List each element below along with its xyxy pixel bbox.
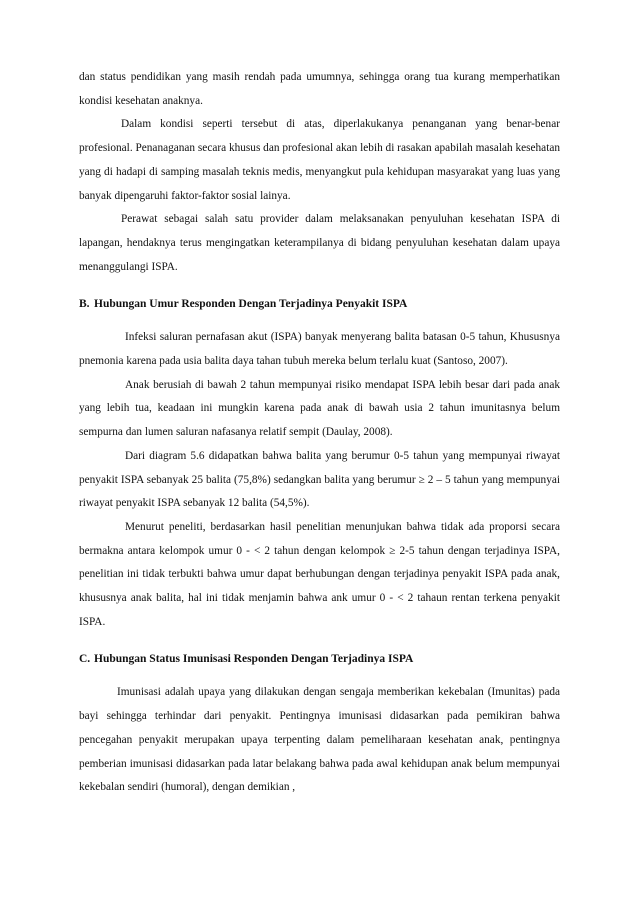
paragraph: Dari diagram 5.6 didapatkan bahwa balita yang berumur 0-5 tahun yang mempunyai riwayat penyakit ISPA sebanyak 25 balita (75,8%) sedangkan balita yang berumur ≥ 2 – 5 tahun yang mempunyai riwayat penyakit ISPA sebanyak 12 balita (54,5%). [79, 449, 560, 510]
section-heading-b [79, 293, 560, 316]
paragraph: Perawat sebagai salah satu provider dalam melaksanakan penyuluhan kesehatan ISPA di lapangan, hendaknya terus mengingatkan keterampilanya di bidang penyuluhan kesehatan dalam upaya menanggulangi ISPA. [79, 213, 560, 273]
section-title: Hubungan Umur Responden Dengan Terjadinya Penyakit ISPA [94, 298, 408, 311]
paragraph: Imunisasi adalah upaya yang dilakukan dengan sengaja memberikan kekebalan (Imunitas) pada bayi sehingga terhindar dari penyakit. Pentingnya imunisasi didasarkan pada pemikiran bahwa pencegahan penyakit merupakan upaya terpenting dalam pemeliharaan kesehatan anak, pentingnya pemberian imunisasi didasarkan pada latar belakang bahwa pada awal kehidupan anak belum mempunyai kekebalan sendiri (humoral), dengan demikian , [79, 686, 560, 794]
paragraph: Anak berusiah di bawah 2 tahun mempunyai risiko mendapat ISPA lebih besar dari pada anak yang lebih tua, keadaan ini mungkin karena pada anak di bawah usia 2 tahun imunitasnya belum sempurna dan lumen saluran nafasanya relatif sempit (Daulay, 2008). [79, 378, 560, 439]
section-number: B. [79, 298, 90, 311]
section-number: C. [79, 653, 91, 666]
section-heading-c [79, 648, 560, 671]
section-title: Hubungan Status Imunisasi Responden Dengan Terjadinya ISPA [94, 653, 414, 666]
paragraph: dan status pendidikan yang masih rendah pada umumnya, sehingga orang tua kurang memperhatikan kondisi kesehatan anaknya. [79, 71, 560, 107]
paragraph: Dalam kondisi seperti tersebut di atas, diperlakukanya penanganan yang benar-benar profesional. Penanaganan secara khusus dan profesional akan lebih di rasakan apabilah masalah kesehatan yang di hadapi di samping masalah teknis medis, menyangkut pula kehidupan masyarakat yang luas yang banyak dipengaruhi faktor-faktor sosial lainya. [79, 118, 560, 202]
paragraph: Menurut peneliti, berdasarkan hasil penelitian menunjukan bahwa tidak ada proporsi secara bermakna antara kelompok umur 0 - < 2 tahun dengan kelompok ≥ 2-5 tahun dengan terjadinya ISPA, penelitian ini tidak terbukti bahwa umur dapat berhubungan dengan terjadinya penyakit ISPA pada anak, khususnya anak balita, hal ini tidak menjamin bahwa ank umur 0 - < 2 tahaun rentan terkena penyakit ISPA. [79, 520, 560, 628]
paragraph: Infeksi saluran pernafasan akut (ISPA) banyak menyerang balita batasan 0-5 tahun, Khususnya pnemonia karena pada usia balita daya tahan tubuh mereka belum terlalu kuat (Santoso, 2007). [79, 331, 560, 368]
